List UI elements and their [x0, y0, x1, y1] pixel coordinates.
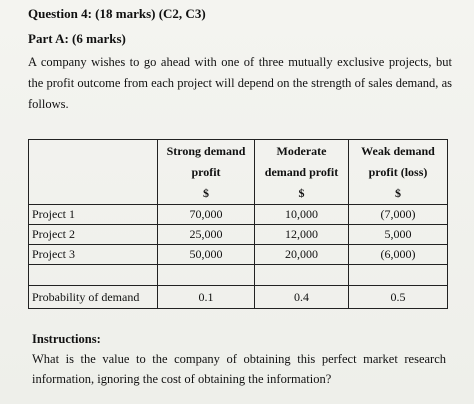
- cell-value: (7,000): [349, 205, 448, 225]
- header-corner-cell: [29, 140, 158, 205]
- row-label-project-3: Project 3: [29, 245, 158, 265]
- cell-value: 5,000: [349, 225, 448, 245]
- cell-value: (6,000): [349, 245, 448, 265]
- empty-cell: [29, 265, 158, 286]
- header-moderate-demand: Moderate demand profit $: [255, 140, 349, 205]
- cell-value: 25,000: [158, 225, 255, 245]
- part-title: Part A: (6 marks): [28, 31, 126, 46]
- instructions-title: Instructions:: [32, 332, 101, 346]
- header-strong-demand: Strong demand profit $: [158, 140, 255, 205]
- probability-moderate: 0.4: [255, 286, 349, 309]
- cell-value: 12,000: [255, 225, 349, 245]
- row-label-probability: Probability of demand: [29, 286, 158, 309]
- table-spacer-row: [29, 265, 448, 286]
- cell-value: 10,000: [255, 205, 349, 225]
- probability-strong: 0.1: [158, 286, 255, 309]
- table-header-row: [29, 140, 448, 205]
- cell-value: 50,000: [158, 245, 255, 265]
- question-intro: A company wishes to go ahead with one of three mutually exclusive projects, but the profit outcome from each project will depend on the strength of sales demand, as follows.: [28, 55, 452, 111]
- probability-weak: 0.5: [349, 286, 448, 309]
- empty-cell: [158, 265, 255, 286]
- payoff-table: [28, 139, 448, 309]
- table-row: [29, 245, 448, 265]
- cell-value: 70,000: [158, 205, 255, 225]
- row-label-project-1: Project 1: [29, 205, 158, 225]
- instructions-text: What is the value to the company of obtaining this perfect market research information, ignoring the cost of obtaining the information?: [32, 352, 446, 386]
- probability-row: [29, 286, 448, 309]
- table-row: [29, 205, 448, 225]
- header-weak-demand: Weak demand profit (loss) $: [349, 140, 448, 205]
- row-label-project-2: Project 2: [29, 225, 158, 245]
- question-title: Question 4: (18 marks) (C2, C3): [28, 6, 206, 21]
- table-row: [29, 225, 448, 245]
- empty-cell: [349, 265, 448, 286]
- empty-cell: [255, 265, 349, 286]
- cell-value: 20,000: [255, 245, 349, 265]
